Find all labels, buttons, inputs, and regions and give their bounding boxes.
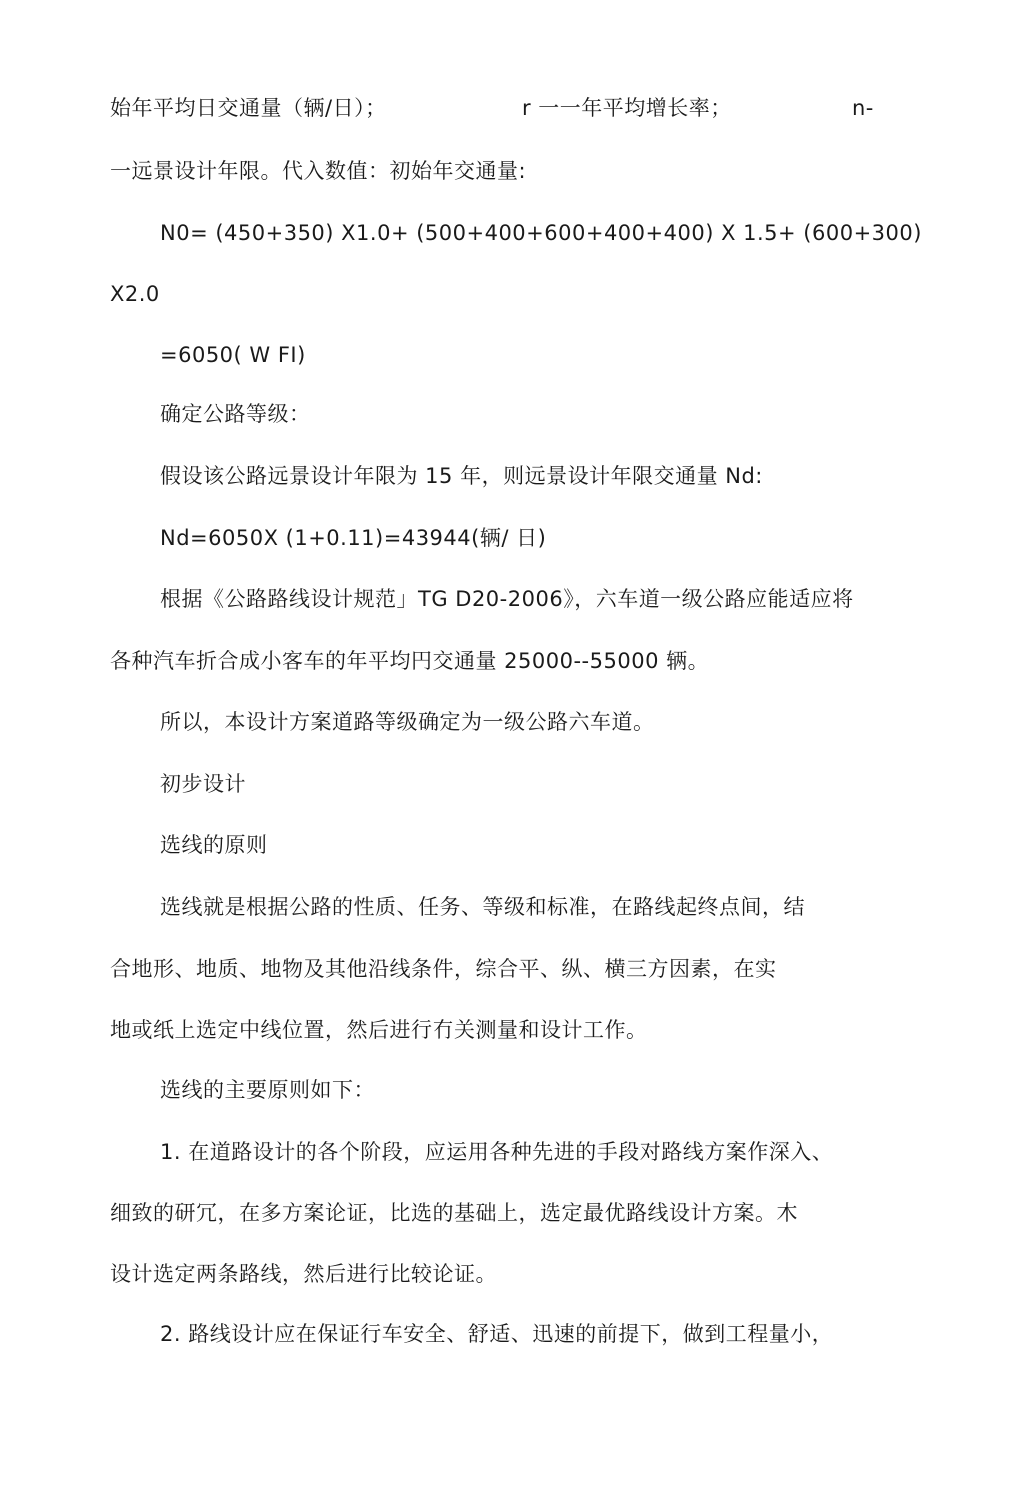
section-heading: 确定公路等级：	[160, 402, 311, 426]
paragraph-line: 假设该公路远景设计年限为 15 年，则远景设计年限交通量 Nd:	[160, 464, 763, 488]
text-segment: 始年平均日交通量（辆/日）；	[110, 96, 387, 120]
paragraph-line: 地或纸上选定中线位置，然后进行冇关测量和设计工作。	[110, 1018, 648, 1042]
formula-result: =6050( W FI)	[160, 343, 306, 367]
paragraph-line: 各种汽车折合成小客车的年平均円交通量 25000--55000 辆。	[110, 649, 710, 673]
section-heading: 选线的原则	[160, 833, 268, 857]
formula-line: N0= (450+350) X1.0+ (500+400+600+400+400) X 1.5+ (600+300)	[160, 221, 922, 245]
paragraph-line: 选线的主要原则如下：	[160, 1078, 375, 1102]
paragraph-line: 合地形、地质、地物及其他沿线条件，综合平、纵、横三方因素，在实	[110, 957, 777, 981]
text-line-2: 一远景设计年限。代入数值：初始年交通量:	[110, 159, 527, 183]
paragraph-line: 细致的研冗，在多方案论证，比选的基础上，选定最优路线设计方案。木	[110, 1201, 798, 1225]
text-segment: r 一一年平均增长率；	[522, 96, 732, 120]
paragraph-line: 选线就是根据公路的性质、任务、等级和标准，在路线起终点间，结	[160, 895, 805, 919]
list-item: 2. 路线设计应在保证行车安全、舒适、迅速的前提下，做到工程量小，	[160, 1322, 834, 1346]
list-item: 1. 在道路设计的各个阶段，应运用各种先进的手段对路线方案作深入、	[160, 1140, 834, 1164]
section-heading: 初步设计	[160, 772, 246, 796]
paragraph-line: 设计选定两条路线，然后进行比较论证。	[110, 1262, 497, 1286]
paragraph-line: 所以，本设计方案道路等级确定为一级公路六车道。	[160, 710, 655, 734]
text-segment: n-	[852, 96, 874, 120]
formula-line: Nd=6050X (1+0.11)=43944(辆/ 日)	[160, 526, 547, 550]
paragraph-line: 根据《公路路线设计规范」TG D20-2006》，六车道一级公路应能适应将	[160, 587, 854, 611]
formula-line: X2.0	[110, 282, 160, 306]
